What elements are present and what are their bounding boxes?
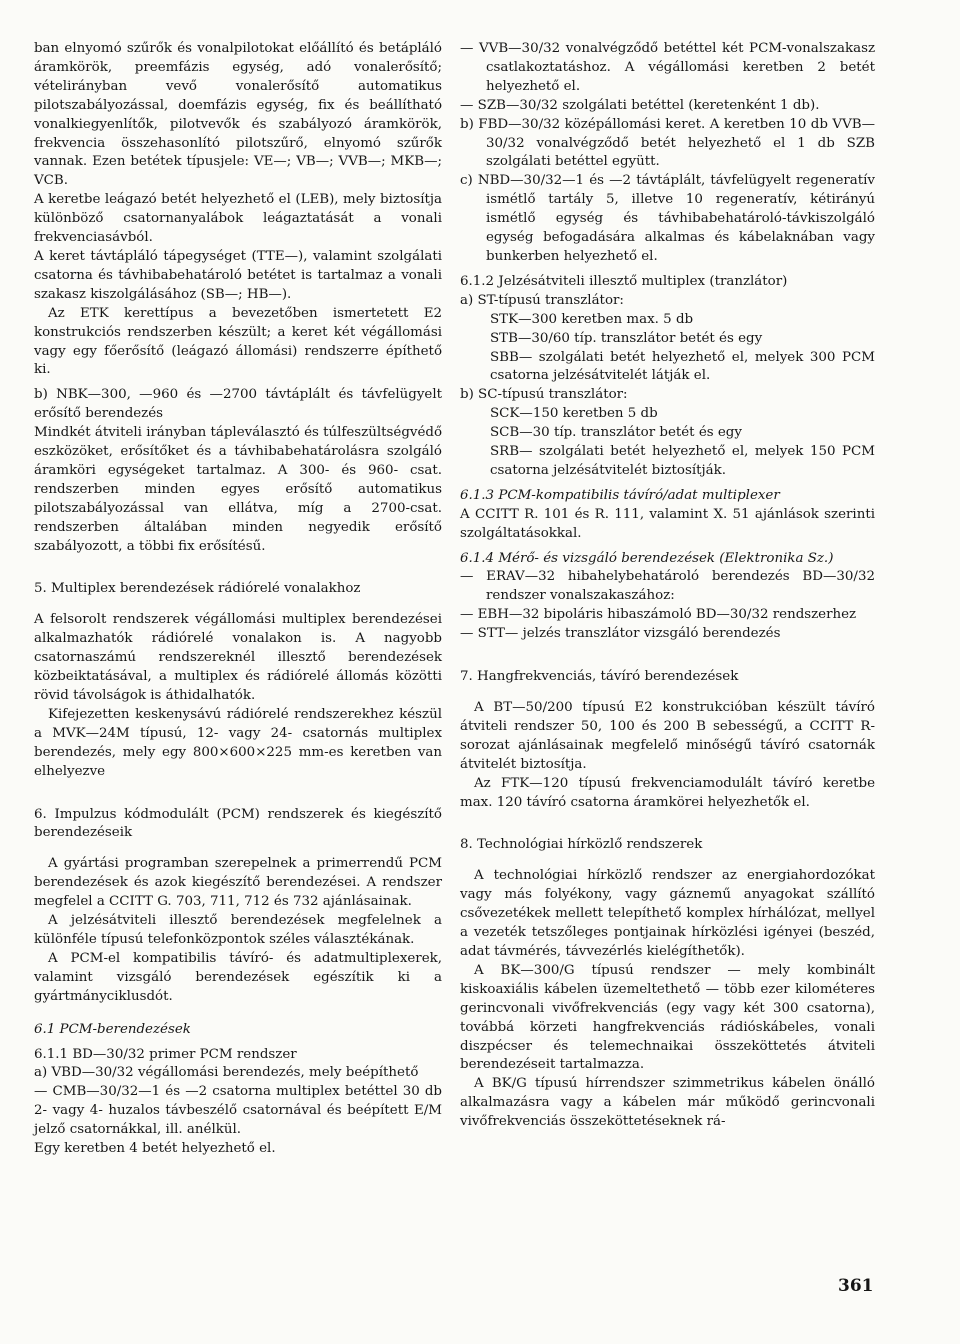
paragraph: A PCM-el kompatibilis távíró- és adatmultiplexerek, valamint vizsgáló berendezések egészítik ki a gyártmányciklusdót. — [34, 950, 442, 1004]
spacer — [34, 1007, 442, 1021]
paragraph: A felsorolt rendszerek végállomási multiplex berendezései alkalmazhatók rádiórelé vonalakon is. A nagyobb csatornaszámú rendszereknél illesztő berendezések közbeiktatásával, a multiplex és rádiórelé állomás közötti rövid távolságok is áthidalhatók. — [34, 612, 442, 703]
paragraph: b) FBD—30/32 középállomási keret. A keretben 10 db VVB—30/32 vonalvégződő betét helyezhető el 1 db SZB szolgálati betéttel együtt. — [460, 116, 875, 170]
paragraph: ban elnyomó szűrők és vonalpilotokat előállító és betápláló áramkörök, preemfázis egység, adó vonalerősítő; vételirányban vevő vonalerősítő automatikus pilotszabályozással, doemfázis egység, fix és beállítható vonalkiegyenlítők, pilotvevők és szabályozó áramkörök, frekvencia összehasonlító pilotszűrő, elnyomó szűrők vannak. Ezen betétek típusjele: VE—; VB—; VVB—; MKB—; VCB. — [34, 41, 442, 189]
paragraph: SCK—150 keretben 5 db — [490, 406, 658, 422]
paragraph: STB—30/60 típ. transzlátor betét és egy — [490, 330, 763, 346]
paragraph: A keretbe leágazó betét helyezhető el (LEB), mely biztosítja különböző csatornanyalábok leágaztatását a vonali frekvenciasávból. — [34, 192, 442, 246]
spacer — [34, 556, 442, 570]
page-number: 361 — [838, 1276, 874, 1296]
paragraph: 6.1.3 PCM-kompatibilis távíró/adat multiplexer — [460, 487, 780, 503]
paragraph: A BK/G típusú hírrendszer szimmetrikus kábelen önálló alkalmazásra vagy a kábelen már működő gerincvonali vivőfrekvenciás összeköttetéseknek rá- — [460, 1076, 875, 1130]
paragraph: 6.1.1 BD—30/32 primer PCM rendszer — [34, 1046, 297, 1062]
right-column — [460, 40, 875, 1132]
paragraph: — SZB—30/32 szolgálati betéttel (keretenként 1 db). — [460, 97, 820, 113]
paragraph: A jelzésátviteli illesztő berendezések megfelelnek a különféle típusú telefonközpontok széles választékának. — [34, 913, 442, 947]
paragraph: — ERAV—32 hibahelybehatároló berendezés BD—30/32 rendszer vonalszakaszához: — [460, 569, 875, 604]
paragraph: Kifejezetten keskenysávú rádiórelé rendszerekhez készül a MVK—24M típusú, 12- vagy 24- csatornás multiplex berendezés, mely egy 800×600×225 mm-es keretben van elhelyezve — [34, 706, 442, 779]
paragraph: — EBH—32 bipoláris hibaszámoló BD—30/32 rendszerhez — [460, 607, 857, 623]
paragraph: Egy keretben 4 betét helyezhető el. — [34, 1141, 276, 1157]
paragraph: Az FTK—120 típusú frekvenciamodulált távíró keretbe max. 120 távíró csatorna áramkörei helyezhetők el. — [460, 775, 875, 810]
section-heading: 5. Multiplex berendezések rádiórelé vonalakhoz — [34, 581, 361, 597]
left-column — [34, 40, 442, 1159]
paragraph: a) VBD—30/32 végállomási berendezés, mely beépíthető — [34, 1065, 419, 1081]
paragraph: c) NBD—30/32—1 és —2 távtáplált, távfelügyelt regeneratív ismétlő tartály 5, illetve 10 regeneratív, kétirányú ismétlő egység és távhibabehatároló-távkiszolgáló egység befogadására alkalmas és kábelaknában vagy bunkerben helyezhető el. — [460, 173, 875, 264]
paragraph: SCB—30 típ. transzlátor betét és egy — [490, 425, 742, 441]
paragraph: 6.1 PCM-berendezések — [34, 1021, 191, 1037]
paragraph: A BK—300/G típusú rendszer — mely kombinált kiskoaxiális kábelen üzemeltethető — több ezer kilométeres gerincvonali vivőfrekvenciás (egy vagy két 300 csatorna), továbbá körzeti hangfrekvenciás rádióskábeles, vonali diszpécser és telemechnaikai összeköttetés átviteli berendezéseit tartalmazza. — [460, 962, 875, 1073]
paragraph: A keret távtápláló tápegységet (TTE—), valamint szolgálati csatorna és távhibabehatároló betétet is tartalmaz a vonali szakasz kiszolgálásához (SB—; HB—). — [34, 248, 442, 302]
paragraph: SBB— szolgálati betét helyezhető el, melyek 300 PCM csatorna jelzésátvitelét látják el. — [490, 349, 875, 384]
spacer — [460, 644, 875, 658]
paragraph: SRB— szolgálati betét helyezhető el, melyek 150 PCM csatorna jelzésátvitelét biztosítják. — [490, 444, 875, 478]
paragraph: A technológiai hírközlő rendszer az energiahordozókat vagy más folyékony, vagy gáznemű anyagokat szállító csővezetékek mellett telepíthető komplex hírhálózat, mellyel a vezeték tetszőleges pontjainak hírközlési igényei (beszéd, adat távmérés, távvezérlés kielégíthetők). — [460, 868, 875, 959]
spacer — [460, 812, 875, 826]
paragraph: 6.1.2 Jelzésátviteli illesztő multiplex (tranzlátor) — [460, 273, 788, 289]
paragraph: 6.1.4 Mérő- és vizsgáló berendezések (Elektronika Sz.) — [460, 550, 834, 566]
paragraph: A gyártási programban szerepelnek a primerrendű PCM berendezések és azok kiegészítő berendezései. A rendszer megfelel a CCITT G. 703, 711, 712 és 732 ajánlásainak. — [34, 856, 442, 910]
paragraph: Az ETK kerettípus a bevezetőben ismertetett E2 konstrukciós rendszerben készült; a keret két végállomási vagy egy főerősítő (leágazó állomási) rendszerre építhető ki. — [34, 305, 442, 378]
paragraph: — CMB—30/32—1 és —2 csatorna multiplex betéttel 30 db 2- vagy 4- huzalos távbeszélő csatornával és beépített E/M jelző csatornákkal, ill. anélkül. — [34, 1084, 442, 1138]
paragraph: — STT— jelzés transzlátor vizsgáló berendezés — [460, 626, 781, 642]
paragraph: b) NBK—300, —960 és —2700 távtáplált és távfelügyelt erősítő berendezés — [34, 387, 442, 422]
paragraph: A CCITT R. 101 és R. 111, valamint X. 51 ajánlások szerinti szolgáltatásokkal. — [460, 506, 875, 541]
paragraph: STK—300 keretben max. 5 db — [490, 311, 694, 327]
paragraph: A BT—50/200 típusú E2 konstrukcióban készült távíró átviteli rendszer 50, 100 és 200 B sebességű, a CCITT R-sorozat ajánlásainak megfelelő minőségű távíró csatornák átvitelét biztosítja. — [460, 700, 875, 772]
spacer — [34, 782, 442, 796]
section-heading: 7. Hangfrekvenciás, távíró berendezések — [460, 669, 739, 685]
paragraph: a) ST-típusú transzlátor: — [460, 292, 624, 308]
paragraph: b) SC-típusú transzlátor: — [460, 387, 628, 403]
paragraph: Mindkét átviteli irányban tápleválasztó és túlfeszültségvédő eszközöket, erősítőket és a távhibabehatárolásra szolgáló áramköri egységeket tartalmaz. A 300- és 960- csat. rendszerben minden egyes erősítő automatikus pilotszabályozással van ellátva, míg a 2700-csat. rendszerben általában minden negyedik erősítő szabályozott, a többi fix erősítésű. — [34, 425, 443, 554]
section-heading: 6. Impulzus kódmodulált (PCM) rendszerek és kiegészítő berendezéseik — [34, 806, 442, 841]
section-heading: 8. Technológiai hírközlő rendszerek — [460, 837, 703, 853]
paragraph: — VVB—30/32 vonalvégződő betéttel két PCM-vonalszakasz csatlakoztatáshoz. A végállomási keretben 2 betét helyezhető el. — [460, 41, 875, 94]
